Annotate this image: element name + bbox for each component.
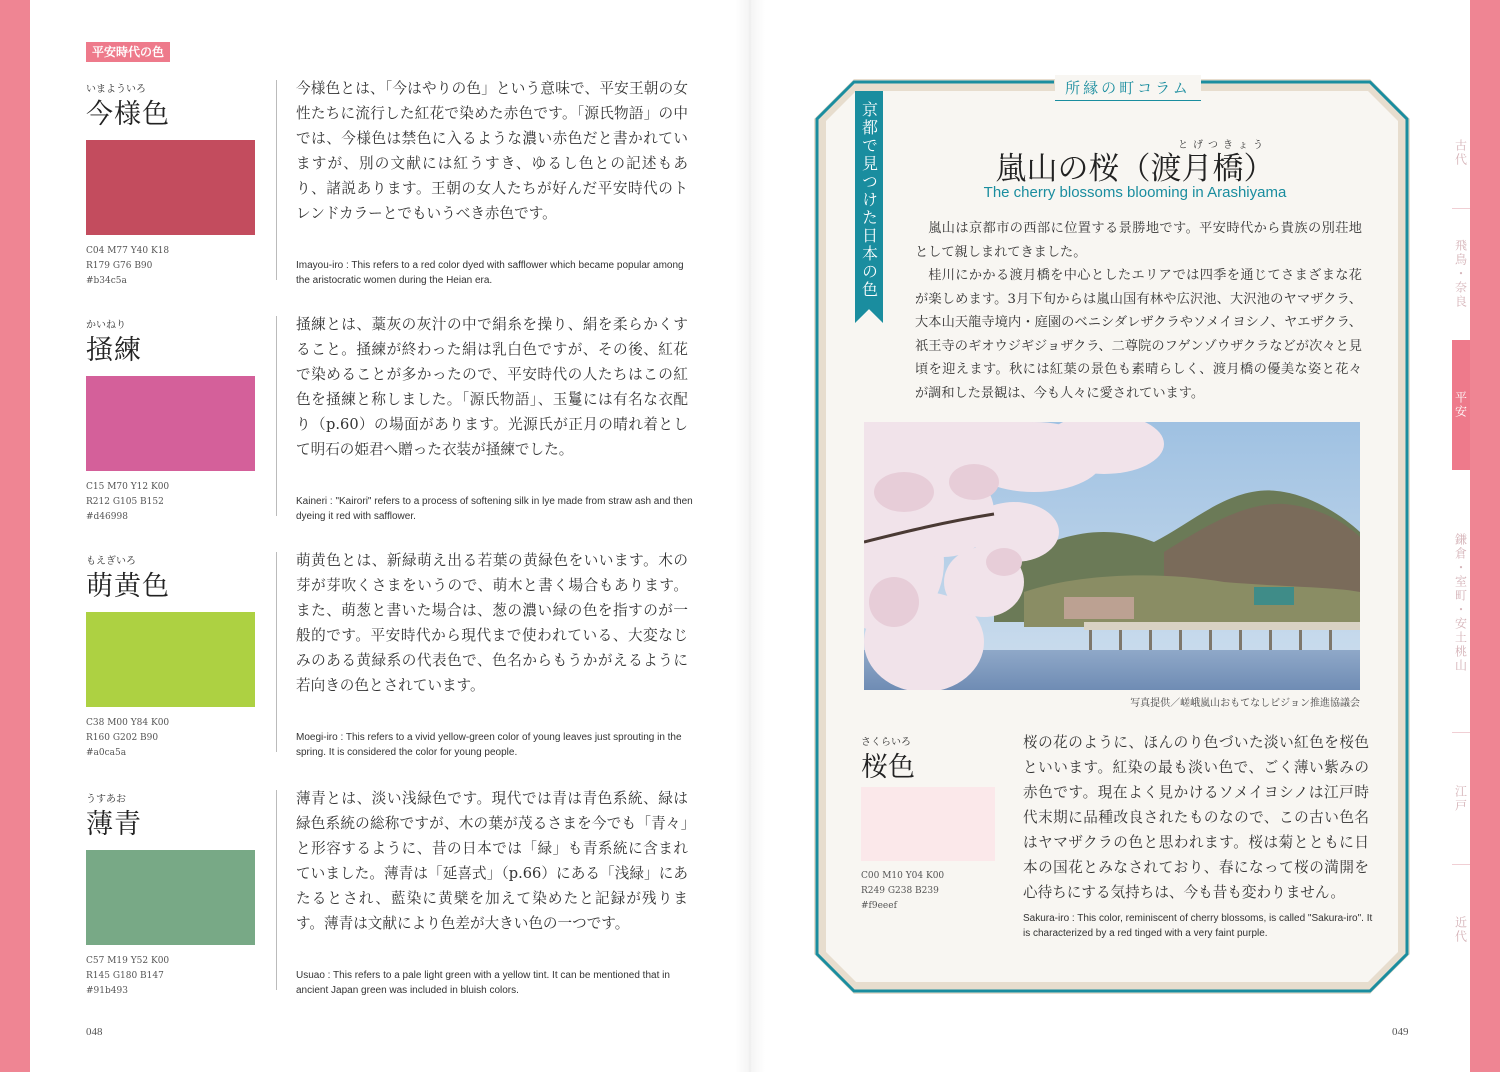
photo-credit: 写真提供／嵯峨嵐山おもてなしビジョン推進協議会 <box>1130 698 1360 709</box>
era-tab-label: 鎌倉・室町・安土桃山 <box>1453 532 1468 673</box>
hex-value: #f9eeef <box>861 901 897 911</box>
color-swatch <box>86 140 255 235</box>
color-specs <box>86 954 169 999</box>
cmyk-value: C38 M00 Y84 K00 <box>86 718 170 728</box>
color-description: 桜の花のように、ほんのり色づいた淡い紅色を桜色といいます。紅染の最も淡い色で、ごく薄い紫みの赤色です。現在よく見かけるソメイヨシノは江戸時代末期に品種改良されたものなので、この古い色名はヤマザクラの色と思われます。桜は菊とともに日本の国花とみなされており、春になって桜の満開を心待ちにする気持ちは、今も昔も変わりません。 <box>1023 734 1369 901</box>
color-swatch <box>86 612 255 707</box>
color-reading: いまよういろ <box>86 84 146 95</box>
hex-value: #b34c5a <box>86 276 127 286</box>
color-description: 掻練とは、藁灰の灰汁の中で絹糸を操り、絹を柔らかくすること。掻練が終わった絹は乳白色ですが、その後、紅花で染めることが多かったので、平安時代の人たちはこの紅色を掻練と称しました。「源氏物語」、玉鬘には有名な衣配り（p.60）の場面があります。光源氏が正月の晴れ着として明石の姫君へ贈った衣装が掻練でした。 <box>296 316 688 458</box>
english-note: Kaineri : "Kairori" refers to a process of softening silk in lye made from straw ash and then dyeing it red with safflower. <box>296 496 693 522</box>
divider <box>276 790 277 990</box>
feature-body <box>915 217 1362 405</box>
color-reading: かいねり <box>86 320 126 331</box>
color-reading: もえぎいろ <box>86 556 136 567</box>
color-swatch <box>86 376 255 471</box>
vertical-banner-text: 京都で見つけた日本の色 <box>859 101 879 299</box>
feature-title: 嵐山の桜（渡月橋） <box>995 151 1275 187</box>
color-name: 今様色 <box>86 99 170 130</box>
hex-value: #d46998 <box>86 512 128 522</box>
rgb-value: R179 G76 B90 <box>86 261 153 271</box>
era-tab-label: 平安 <box>1453 391 1468 419</box>
cmyk-value: C00 M10 Y04 K00 <box>861 871 945 881</box>
era-tab-label: 古代 <box>1453 138 1468 167</box>
right-page-edge <box>1470 0 1500 1072</box>
color-specs <box>86 480 169 525</box>
left-page-edge <box>0 0 30 1072</box>
column-label: 所縁の町コラム <box>1065 79 1191 97</box>
english-note: Usuao : This refers to a pale light green with a yellow tint. It can be mentioned that in ancient Japan green was included in bluish colors. <box>296 970 670 996</box>
title-ruby: とげつきょう <box>1178 140 1268 151</box>
cmyk-value: C57 M19 Y52 K00 <box>86 956 170 966</box>
divider <box>276 80 277 280</box>
era-tab-label: 江戸 <box>1453 785 1468 813</box>
color-name: 萌黄色 <box>86 571 170 602</box>
rgb-value: R160 G202 B90 <box>86 733 159 743</box>
era-tab-heian[interactable] <box>1452 340 1470 470</box>
feature-subtitle: The cherry blossoms blooming in Arashiyama <box>983 184 1287 201</box>
color-specs <box>861 869 944 914</box>
color-specs <box>86 244 169 289</box>
hex-value: #91b493 <box>86 986 128 996</box>
english-note: Moegi-iro : This refers to a vivid yellow-green color of young leaves just sprouting in the spring. It is considered the color for young people. <box>296 732 682 758</box>
period-tag: 平安時代の色 <box>86 42 170 62</box>
cmyk-value: C15 M70 Y12 K00 <box>86 482 170 492</box>
feature-paragraph: 嵐山は京都市の西部に位置する景勝地です。平安時代から貴族の別荘地として親しまれてきました。 <box>915 221 1362 260</box>
book-gutter <box>735 0 765 1072</box>
color-specs <box>86 716 169 761</box>
color-name: 桜色 <box>861 752 915 783</box>
rgb-value: R249 G238 B239 <box>861 886 939 896</box>
era-tab-kindai[interactable] <box>1452 866 1470 994</box>
era-tab-label: 飛鳥・奈良 <box>1453 239 1468 309</box>
cherry-blossom-photo <box>864 422 1360 690</box>
color-description: 萌黄色とは、新緑萌え出る若葉の黄緑色をいいます。木の芽が芽吹くさまをいうので、萌木と書く場合もあります。また、萌葱と書いた場合は、葱の濃い緑の色を指すのが一般的です。平安時代から現代まで使われている、大変なじみのある黄緑系の代表色で、色名からもうかがえるように若向きの色とされています。 <box>296 552 688 694</box>
rgb-value: R212 G105 B152 <box>86 497 164 507</box>
page-number-right: 049 <box>1392 1026 1409 1038</box>
era-divider <box>1452 732 1470 733</box>
era-tab-label: 近代 <box>1453 916 1468 944</box>
hex-value: #a0ca5a <box>86 748 127 758</box>
color-name: 薄青 <box>86 809 142 840</box>
color-description: 薄青とは、淡い浅緑色です。現代では青は青色系統、緑は緑色系統の総称ですが、木の葉が茂るさまを今でも「青々」と形容するように、昔の日本では「緑」も青系統に含まれていました。薄青は「延喜式」（p.66）にある「浅緑」にあたるとされ、藍染に黄檗を加えて染めたと記録が残ります。薄青は文献により色差が大きい色の一つです。 <box>296 790 688 932</box>
cmyk-value: C04 M77 Y40 K18 <box>86 246 170 256</box>
rgb-value: R145 G180 B147 <box>86 971 164 981</box>
era-tab-kamakura-muromachi[interactable] <box>1452 475 1470 730</box>
divider <box>276 552 277 752</box>
era-divider <box>1452 208 1470 209</box>
feature-paragraph: 桂川にかかる渡月橋を中心としたエリアでは四季を通じてさまざまな花が楽しめます。3月下旬からは嵐山国有林や広沢池、大沢池のヤマザクラ、大本山天龍寺境内・庭園のベニシダレザクラやソメイヨシノ、ヤエザクラ、祇王寺のギオウジギジョザクラ、二尊院のフゲンゾウザクラなどが次々と見頃を迎えます。秋には紅葉の景色も素晴らしく、渡月橋の優美な姿と花々が調和した景観は、今も人々に愛されています。 <box>915 268 1362 401</box>
page-number-left: 048 <box>86 1026 103 1038</box>
color-name: 掻練 <box>86 335 142 366</box>
era-tab-asuka-nara[interactable] <box>1452 210 1470 338</box>
era-tab-kodai[interactable] <box>1452 100 1470 205</box>
color-reading: うすあお <box>86 794 126 805</box>
era-divider <box>1452 864 1470 865</box>
color-reading: さくらいろ <box>861 737 911 748</box>
divider <box>276 316 277 516</box>
english-note: Sakura-iro : This color, reminiscent of cherry blossoms, is called "Sakura-iro". It is characterized by a red tinged with a very faint purple. <box>1023 913 1373 939</box>
color-swatch <box>861 787 995 861</box>
color-swatch <box>86 850 255 945</box>
arashiyama-photo <box>864 422 1360 690</box>
era-tab-edo[interactable] <box>1452 735 1470 863</box>
english-note: Imayou-iro : This refers to a red color dyed with safflower which became popular among the aristocratic women during the Heian era. <box>296 260 684 286</box>
color-description: 今様色とは、「今はやりの色」という意味で、平安王朝の女性たちに流行した紅花で染めた赤色です。「源氏物語」の中では、今様色は禁色に入るような濃い赤色だと書かれていますが、別の文献には紅うすき、ゆるし色との記述もあり、諸説あります。王朝の女人たちが好んだ平安時代のトレンドカラーとでもいうべき赤色です。 <box>296 80 688 222</box>
